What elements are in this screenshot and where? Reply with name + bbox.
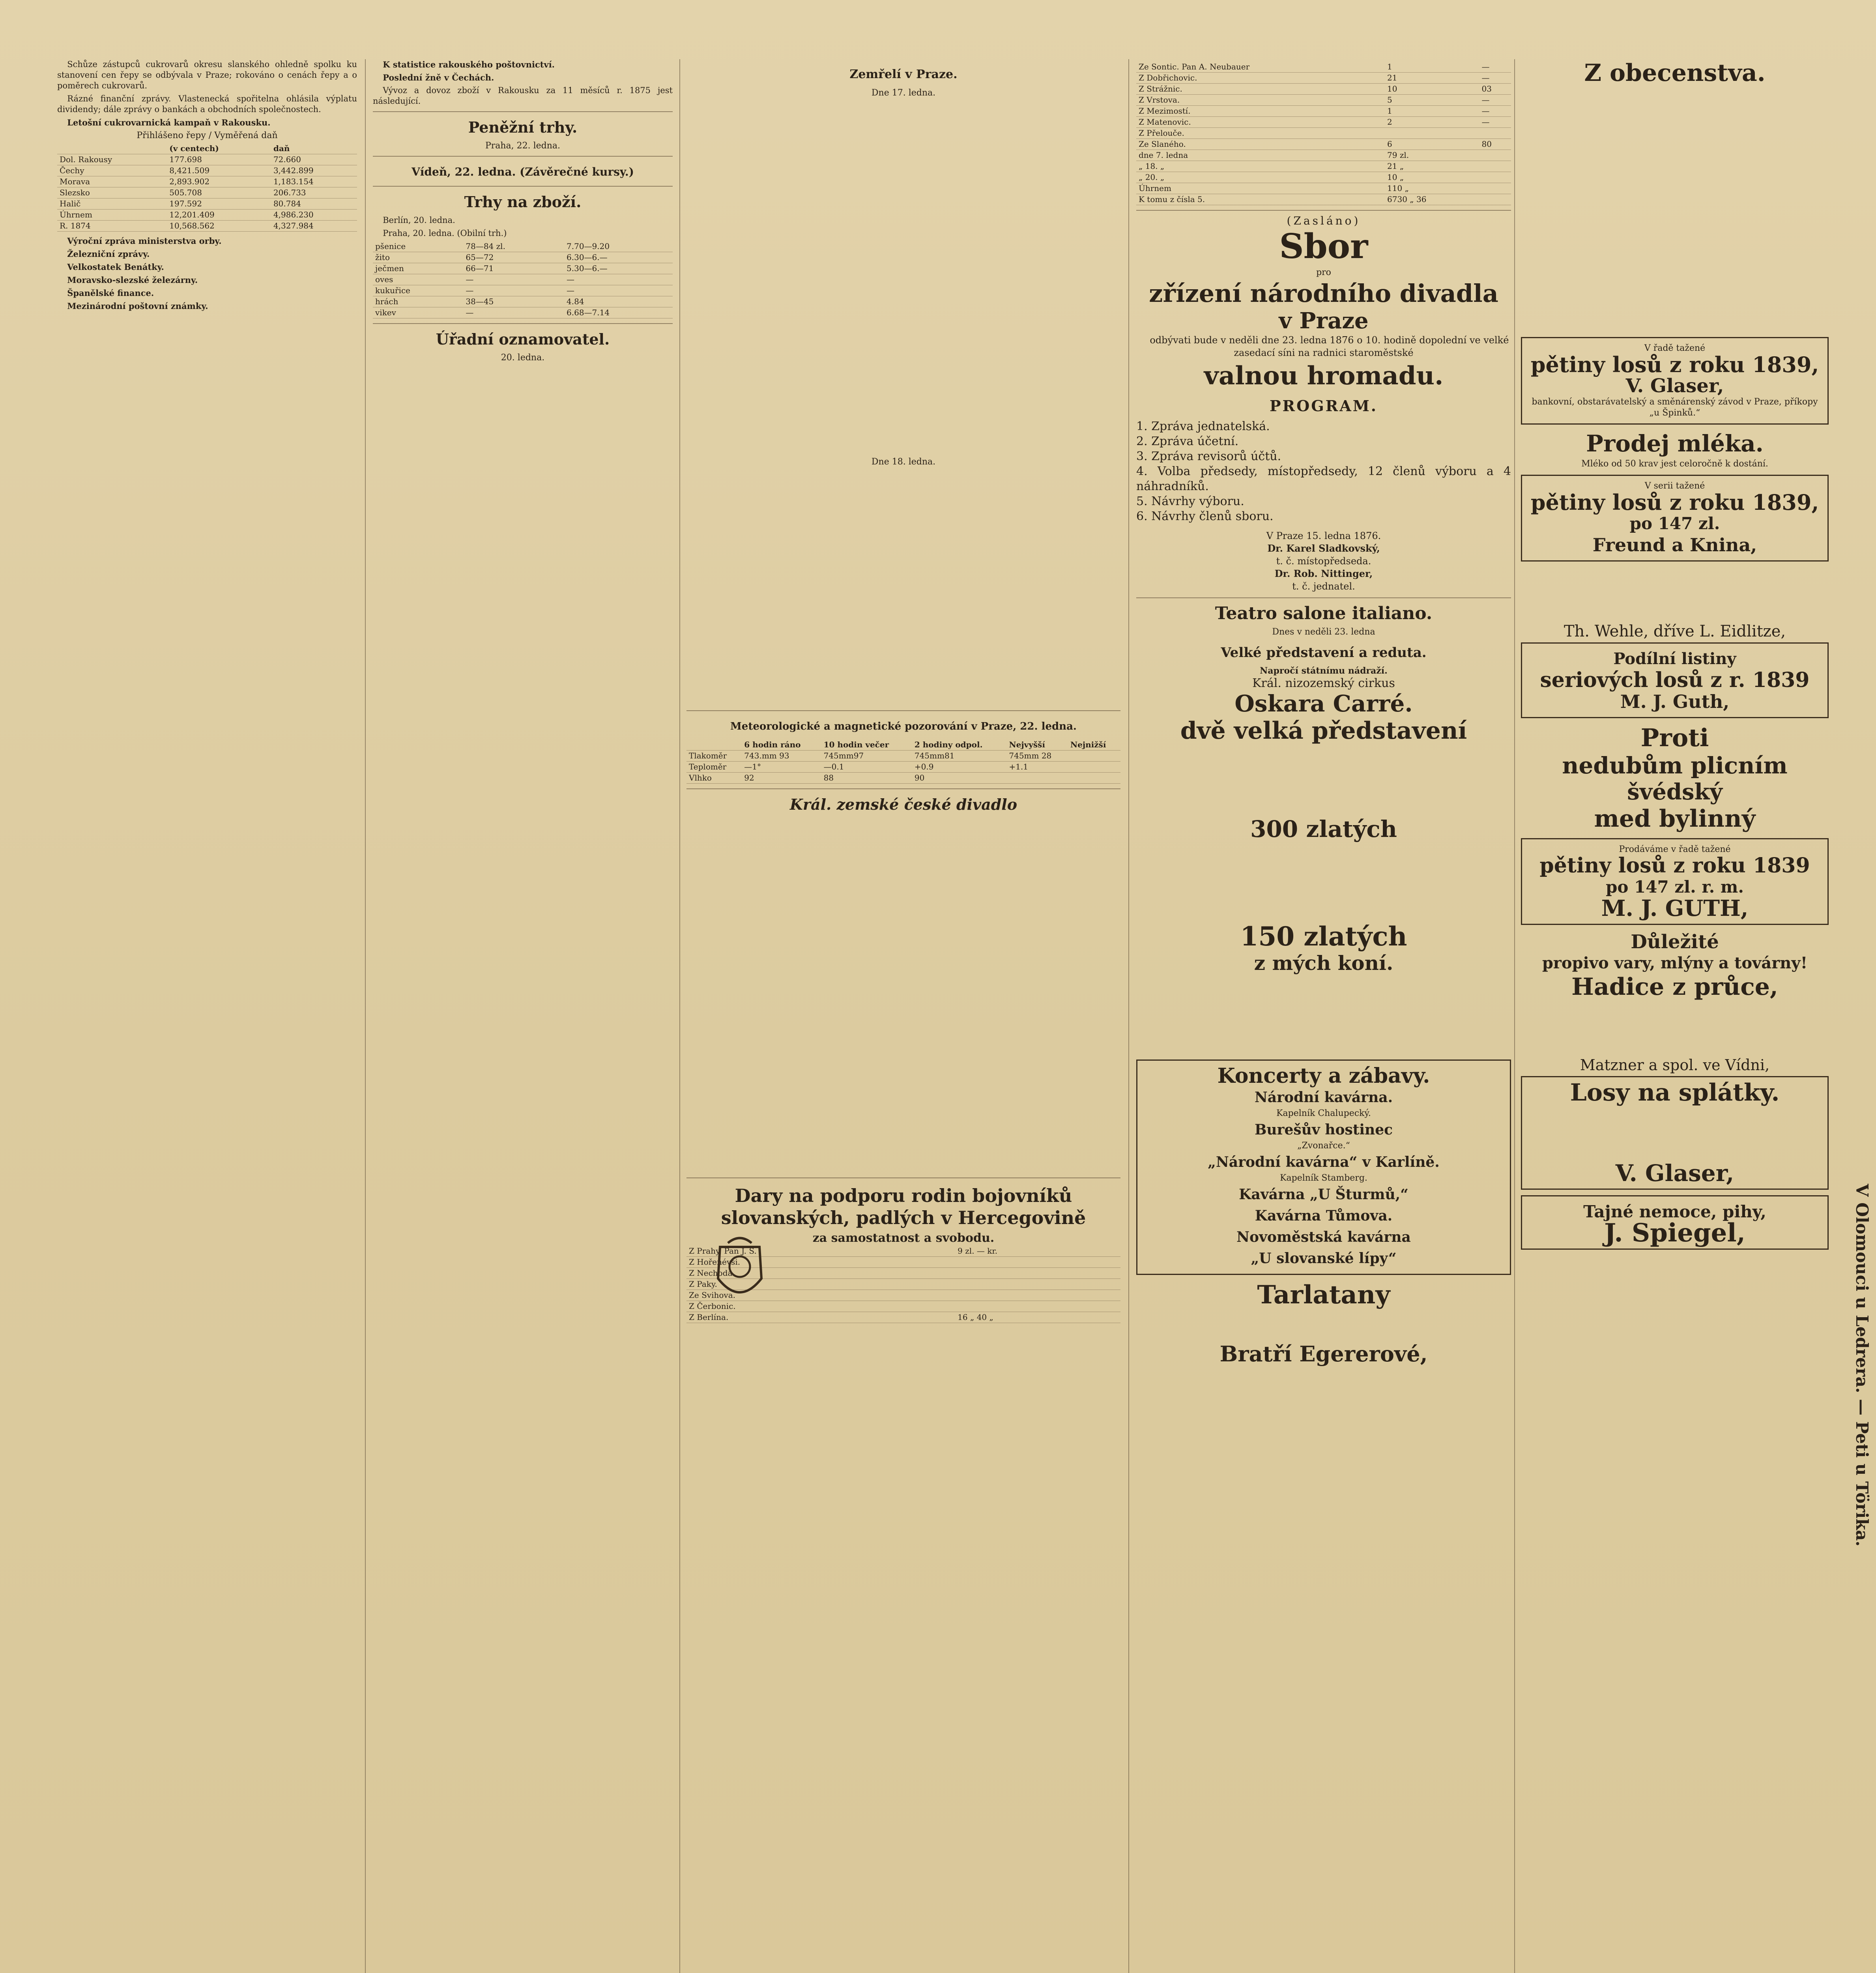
- table-row: Z Dobřichovic. 21 —: [1136, 73, 1511, 84]
- headline: nedubům plicním: [1562, 752, 1788, 779]
- headline: Důležité: [1631, 931, 1719, 953]
- headline: Hadice z průce,: [1571, 973, 1778, 1001]
- headline: 150 zlatých: [1240, 921, 1407, 952]
- table-row: Z Nechoda.: [686, 1268, 1120, 1279]
- table-header: daň: [271, 143, 357, 154]
- grain-table: [373, 241, 673, 318]
- program-list: [1136, 419, 1511, 524]
- list-item: 4. Volba předsedy, místopředsedy, 12 členů výboru a 4 náhradníků.: [1136, 464, 1511, 493]
- section-subtitle: Dne 17. ledna.: [871, 88, 936, 98]
- headline: z mých koní.: [1254, 951, 1393, 975]
- column-rule: [365, 59, 366, 1973]
- article-paragraph: Vývoz a dovoz zboží v Rakousku za 11 měsíců r. 1875 jest následující.: [373, 86, 673, 106]
- article-paragraph: Schůze zástupců cukrovarů okresu slanského ohledně spolku ku stanovení cen řepy se odbývala v Praze; rokováno o cenách řepy a o poměrech cukrovarů.: [57, 60, 357, 90]
- signatures: V Praze 15. ledna 1876. Dr. Karel Sladkovský, t. č. místopředseda. Dr. Rob. Nittinger, t. č. jednatel.: [1266, 530, 1381, 592]
- article-heading: Velkostatek Benátky.: [67, 262, 164, 272]
- ad-box: Losy na splátky. V. Glaser,: [1521, 1076, 1829, 1190]
- table-row: Z Přelouče.: [1136, 128, 1511, 139]
- article-heading: Letošní cukrovarnická kampaň v Rakousku.: [67, 118, 271, 127]
- table-row: Teploměr —1° —0.1 +0.9 +1.1: [686, 762, 1120, 773]
- column-3: [686, 59, 1120, 1973]
- headline: Sbor: [1279, 227, 1368, 266]
- table-row: „ 20. „ 10 „: [1136, 172, 1511, 183]
- section-title: Trhy na zboží.: [464, 193, 582, 211]
- table-row: K tomu z čísla 5. 6730 „ 36: [1136, 194, 1511, 205]
- table-row: „ 18. „ 21 „: [1136, 161, 1511, 172]
- article-heading: Výroční zpráva ministerstva orby.: [67, 236, 222, 246]
- headline: v Praze: [1279, 308, 1369, 334]
- article-paragraph: odbývati bude v neděli dne 23. ledna 1876 o 10. hodině dopolední ve velké zasedací síni na radnici staroměstské: [1150, 335, 1509, 358]
- article-heading: Španělské finance.: [67, 288, 154, 298]
- article-paragraph: Berlín, 20. ledna.: [383, 215, 455, 225]
- column-rule: [1514, 59, 1515, 1973]
- column-2: [373, 59, 673, 1973]
- table-row: Z Čerbonic.: [686, 1301, 1120, 1312]
- table-row: oves — —: [373, 274, 673, 285]
- divider: [1136, 597, 1511, 598]
- headline: Bratří Egererové,: [1219, 1341, 1428, 1366]
- headline: 300 zlatých: [1250, 816, 1397, 842]
- obituary-text-block: [686, 100, 1120, 455]
- list-item: 2. Zpráva účetní.: [1136, 434, 1239, 448]
- article-paragraph: Praha, 20. ledna. (Obilní trh.): [383, 228, 507, 238]
- table-row: Morava 2,893.902 1,183.154: [57, 176, 357, 187]
- headline: zřízení národního divadla: [1149, 279, 1498, 308]
- table-row: Z Berlína. 16 „ 40 „: [686, 1312, 1120, 1323]
- article-heading: Poslední žně v Čechách.: [383, 73, 494, 82]
- section-title: Peněžní trhy.: [468, 118, 578, 136]
- headline: Proti: [1640, 723, 1709, 752]
- table-row: ječmen 66—71 5.30—6.—: [373, 263, 673, 274]
- headline: valnou hromadu.: [1204, 361, 1444, 391]
- article-heading: Mezinárodní poštovní známky.: [67, 301, 208, 311]
- table-row: kukuřice — —: [373, 285, 673, 296]
- donations-table-continued: [1136, 62, 1511, 205]
- table-row: Z Vrstova. 5 —: [1136, 95, 1511, 106]
- ad-line: Matzner a spol. ve Vídni,: [1580, 1056, 1770, 1074]
- concerts-box: Koncerty a zábavy. Národní kavárna. Kapelník Chalupecký. Burešův hostinec „Zvonařce.“ „Národní kavárna“ v Karlíně. Kapelník Stamberg. Kavárna „U Šturmů,“ Kavárna Tůmova. Novoměstská kavárna „U slovanské lípy“: [1136, 1060, 1511, 1275]
- table-caption: Přihlášeno řepy / Vyměřená daň: [137, 131, 278, 140]
- table-header: [57, 143, 167, 154]
- section-title: Král. zemské české divadlo: [789, 796, 1017, 813]
- column-rule: [679, 59, 680, 1973]
- table-row: Čechy 8,421.509 3,442.899: [57, 165, 357, 176]
- divider: [373, 111, 673, 112]
- column-1: [57, 59, 357, 1973]
- headline: Prodej mléka.: [1586, 430, 1764, 457]
- section-subtitle: Praha, 22. ledna.: [485, 141, 561, 151]
- section-title: Dary na podporu rodin bojovníků slovanských, padlých v Hercegovině: [721, 1185, 1086, 1228]
- table-row: Úhrnem 110 „: [1136, 183, 1511, 194]
- table-row: pšenice 78—84 zl. 7.70—9.20: [373, 241, 673, 252]
- list-item: 5. Návrhy výboru.: [1136, 494, 1244, 508]
- table-row: žito 65—72 6.30—6.—: [373, 252, 673, 263]
- table-row: Ze Sontic. Pan A. Neubauer 1 —: [1136, 62, 1511, 73]
- table-row: Tlakoměr 743.mm 93 745mm97 745mm81 745mm 28: [686, 751, 1120, 762]
- headline: propivo vary, mlýny a továrny!: [1542, 954, 1808, 972]
- table-row: Halič 197.592 80.784: [57, 198, 357, 210]
- table-row: vikev — 6.68—7.14: [373, 307, 673, 318]
- article-paragraph: Rázné finanční zprávy. Vlastenecká spořitelna ohlásila výplatu dividendy; dále zprávy o bankách a obchodních společnostech.: [57, 94, 357, 114]
- table-row: Z Hořenévsi.: [686, 1257, 1120, 1268]
- section-subtitle: Napročí státnímu nádraží.: [1260, 666, 1388, 676]
- table-row: Ze Slaného. 6 80: [1136, 139, 1511, 150]
- section-subtitle: za samostatnost a svobodu.: [812, 1231, 995, 1245]
- table-row: Z Prahy. Pan J. S. 9 zl. — kr.: [686, 1246, 1120, 1257]
- ad-box: Tajné nemoce, pihy, J. Spiegel,: [1521, 1195, 1829, 1250]
- divider: [1136, 210, 1511, 211]
- section-title: Zemřelí v Praze.: [849, 67, 958, 81]
- article-heading: K statistice rakouského poštovnictví.: [383, 60, 555, 69]
- divider: [686, 788, 1120, 789]
- headline: dvě velká představení: [1180, 717, 1467, 745]
- divider: [373, 156, 673, 157]
- list-item: 1. Zpráva jednatelská.: [1136, 419, 1270, 433]
- obituary-text-block: [686, 469, 1120, 706]
- divider: [686, 710, 1120, 711]
- table-row: R. 1874 10,568.562 4,327.984: [57, 221, 357, 232]
- divider: [373, 323, 673, 324]
- headline: Z obecenstva.: [1584, 59, 1766, 87]
- divider: [373, 186, 673, 187]
- section-title: Meteorologické a magnetické pozorování v Praze, 22. ledna.: [730, 721, 1077, 732]
- article-heading: Moravsko-slezské železárny.: [67, 275, 198, 285]
- table-row: Z Mezimostí. 1 —: [1136, 106, 1511, 117]
- section-subtitle: Dne 18. ledna.: [871, 457, 936, 467]
- section-title: PROGRAM.: [1269, 397, 1378, 415]
- section-subtitle: Král. nizozemský cirkus: [1252, 676, 1395, 690]
- table-header: (v centech): [167, 143, 271, 154]
- list-item: 6. Návrhy členů sboru.: [1136, 509, 1274, 523]
- section-title: Vídeň, 22. ledna. (Závěrečné kursy.): [411, 165, 634, 178]
- ad-box: Podílní listiny seriových losů z r. 1839 M. J. Guth,: [1521, 642, 1829, 718]
- ad-box: V serii tažené pětiny losů z roku 1839, po 147 zl. Freund a Knina,: [1521, 475, 1829, 562]
- table-row: Dol. Rakousy 177.698 72.660: [57, 154, 357, 165]
- section-subtitle: Dnes v neděli 23. ledna: [1272, 627, 1375, 637]
- coat-of-arms-icon: [696, 1231, 783, 1318]
- table-row: Úhrnem 12,201.409 4,986.230: [57, 210, 357, 221]
- table-row: Z Matenovic. 2 —: [1136, 117, 1511, 128]
- meteo-table: 6 hodin ráno 10 hodin večer 2 hodiny odpol. Nejvyšší Nejnižší Tlakoměr 743.mm 93 745mm97 745mm81 745mm 28 Teploměr —1° —0.1 +0.9 +1.1 Vlhko 92 88 90: [686, 739, 1120, 784]
- headline: švédský: [1627, 779, 1723, 805]
- table-row: dne 7. ledna 79 zl.: [1136, 150, 1511, 161]
- table-row: Z Strážnic. 10 03: [1136, 84, 1511, 95]
- table-row: Z Paky.: [686, 1279, 1120, 1290]
- table-row: hrách 38—45 4.84: [373, 296, 673, 307]
- theatre-text-block: [686, 818, 1120, 1173]
- ad-box: V řadě tažené pětiny losů z roku 1839, V. Glaser, bankovní, obstarávatelský a směnárenský závod v Praze, příkopy „u Špinků.“: [1521, 337, 1829, 425]
- edge-text: V Olomouci u Ledrera. — Peti u Törika.: [1852, 1184, 1872, 1547]
- ad-box: Prodáváme v řadě tažené pětiny losů z roku 1839 po 147 zl. r. m. M. J. GUTH,: [1521, 838, 1829, 925]
- divider: [686, 1177, 1120, 1178]
- headline: Oskara Carré.: [1234, 690, 1413, 717]
- column-rule: [1128, 59, 1129, 1973]
- sugar-table: [57, 143, 357, 232]
- section-subtitle: 20. ledna.: [501, 353, 545, 363]
- section-title: Velké představení a reduta.: [1221, 645, 1427, 661]
- table-row: Vlhko 92 88 90: [686, 773, 1120, 784]
- column-5: Z obecenstva. V řadě tažené pětiny losů z roku 1839, V. Glaser, bankovní, obstarávatelský a směnárenský závod v Praze, příkopy „u Špinků.“ Prodej mléka. Mléko od 50 krav jest celoročně k dostání. V serii tažené pětiny losů z roku 1839, po 147 zl. Freund a Knina, Th. Wehle, dříve L. Eidlitze, Podílní listiny seriových losů z r. 1839 M. J. Guth, Proti nedubům plicním švédský med bylinný Prodáváme v řadě tažené pětiny losů z roku 1839 po 147 zl. r. m. M. J. GUTH, Důležité propivo vary, mlýny a továrny! Hadice z průce, Matzner a spol. ve Vídni, Losy na splátky. V. Glaser, Tajné nemoce, pihy, J. Spiegel,: [1521, 59, 1829, 1973]
- box-title: Koncerty a zábavy.: [1217, 1064, 1430, 1088]
- list-item: 3. Zpráva revisorů účtů.: [1136, 449, 1281, 463]
- column-4: [1136, 59, 1511, 1973]
- ad-line: Th. Wehle, dříve L. Eidlitze,: [1564, 622, 1786, 640]
- section-title: Teatro salone italiano.: [1215, 603, 1433, 623]
- headline: Tarlatany: [1257, 1280, 1390, 1310]
- section-subtitle: (Zasláno): [1287, 214, 1361, 227]
- table-row: Ze Svihova.: [686, 1290, 1120, 1301]
- article-heading: Železniční zprávy.: [67, 249, 150, 259]
- section-title: Úřadní oznamovatel.: [436, 330, 610, 348]
- headline: med bylinný: [1594, 805, 1756, 833]
- table-row: Slezsko 505.708 206.733: [57, 187, 357, 198]
- headline-sub: pro: [1316, 268, 1331, 277]
